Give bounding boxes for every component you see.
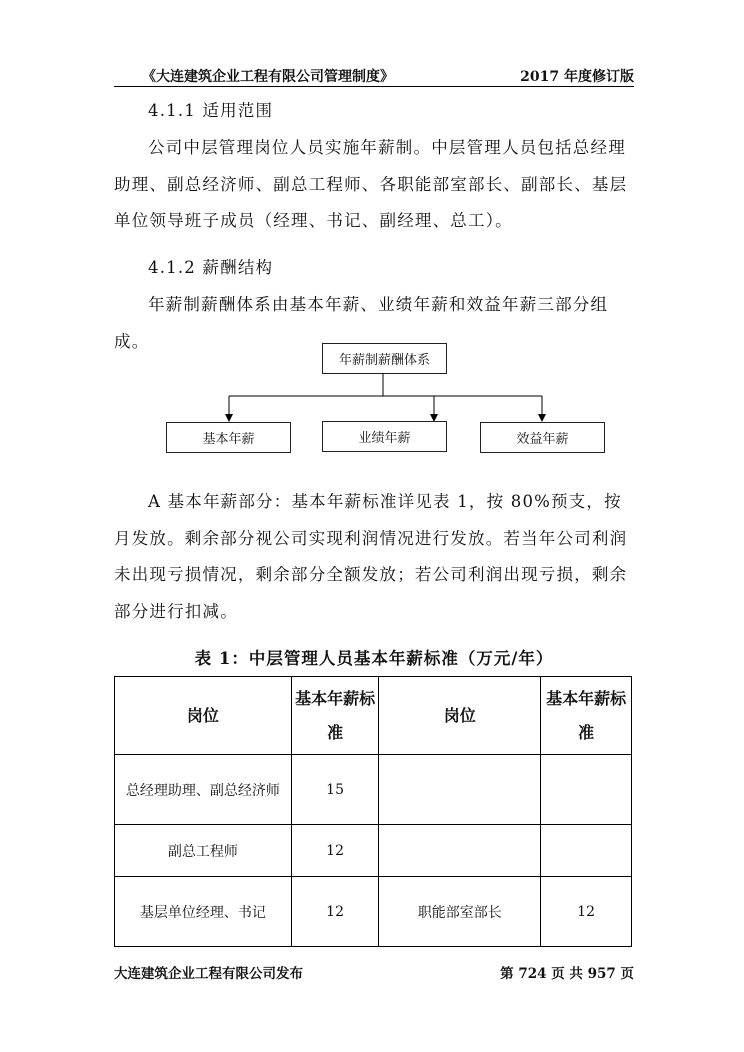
salary-table: [114, 676, 632, 947]
section-heading-4-1-1: 4.1.1 适用范围: [148, 101, 274, 120]
diagram-root-box: 年薪制薪酬体系: [322, 343, 447, 374]
table-cell: 基层单位经理、书记: [115, 877, 292, 947]
diagram-box-basic-salary: 基本年薪: [166, 422, 291, 453]
footer-page-number: 第 724 页 共 957 页: [500, 966, 634, 982]
paragraph-structure: 年薪制薪酬体系由基本年薪、业绩年薪和效益年薪三部分组成。: [114, 295, 609, 351]
diagram-box-benefit-salary: 效益年薪: [480, 422, 605, 453]
table-cell: [379, 755, 541, 825]
table-cell: [379, 825, 541, 877]
table-cell: 12: [541, 877, 632, 947]
table-row: [115, 825, 632, 877]
page-footer: [114, 962, 634, 982]
header-edition: 2017 年度修订版: [520, 69, 634, 85]
table-caption: 表 1：中层管理人员基本年薪标准（万元/年）: [194, 649, 554, 668]
table-cell: 12: [291, 825, 379, 877]
table-cell: [541, 825, 632, 877]
table-cell: 副总工程师: [115, 825, 292, 877]
table-cell: 15: [291, 755, 379, 825]
table-cell: [541, 755, 632, 825]
table-cell: 职能部室部长: [379, 877, 541, 947]
table-row: [115, 755, 632, 825]
footer-publisher: 大连建筑企业工程有限公司发布: [114, 966, 303, 982]
table-cell: 总经理助理、副总经济师: [115, 755, 292, 825]
table-cell: 12: [291, 877, 379, 947]
paragraph-scope: 公司中层管理岗位人员实施年薪制。中层管理人员包括总经理助理、副总经济师、副总工程师、各职能部室部长、副部长、基层单位领导班子成员（经理、书记、副经理、总工）。: [114, 138, 628, 230]
table-header-row: [115, 677, 632, 755]
table-header-cell: 岗位: [115, 677, 292, 755]
section-heading-4-1-2: 4.1.2 薪酬结构: [148, 258, 274, 277]
table-row: [115, 877, 632, 947]
table-header-cell: 岗位: [379, 677, 541, 755]
table-header-cell: 基本年薪标准: [291, 677, 379, 755]
header-title: 《大连建筑企业工程有限公司管理制度》: [142, 69, 394, 85]
table-header-cell: 基本年薪标准: [541, 677, 632, 755]
paragraph-basic-salary: A 基本年薪部分：基本年薪标准详见表 1，按 80%预支，按月发放。剩余部分视公司实现利润情况进行发放。若当年公司利润未出现亏损情况，剩余部分全额发放；若公司利润出现亏损，剩余部分进行扣减。: [114, 492, 628, 621]
diagram-box-performance-salary: 业绩年薪: [322, 421, 447, 452]
